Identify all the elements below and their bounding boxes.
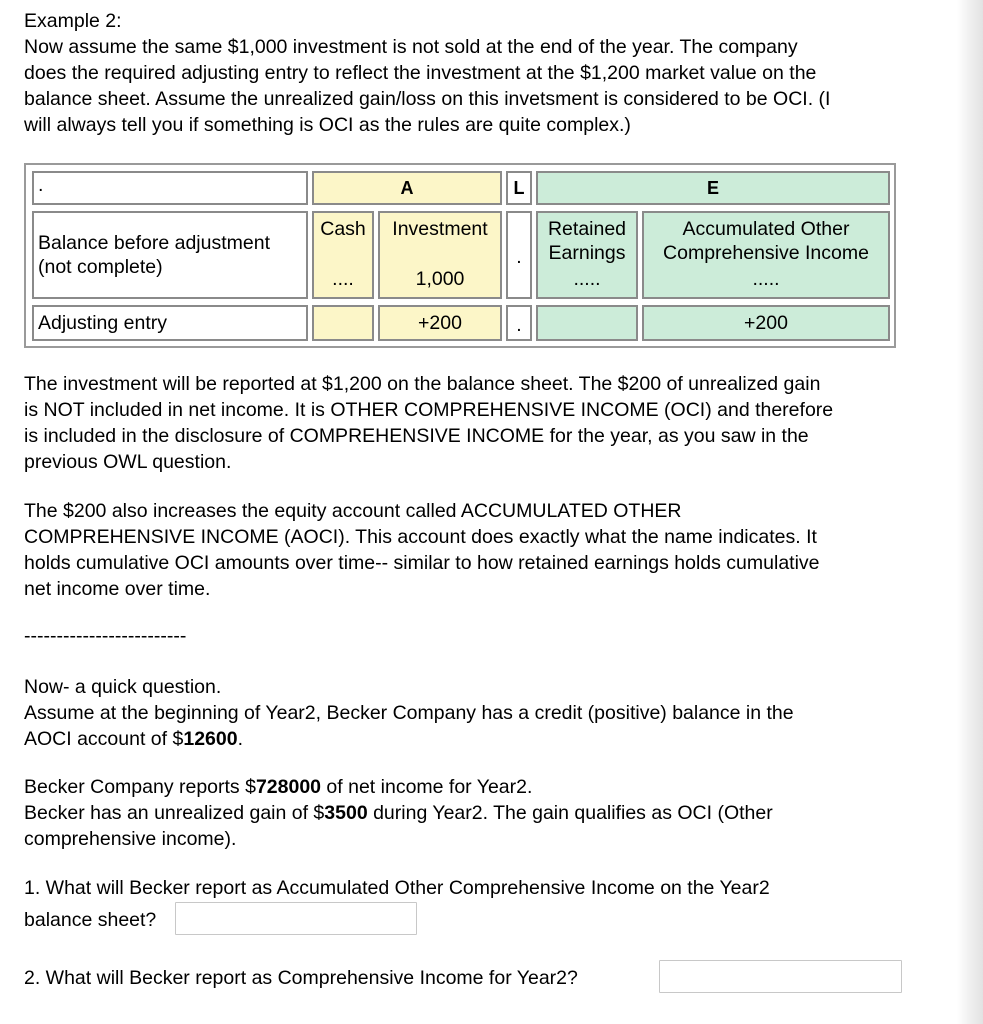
unrealized-gain-value: 3500 [324, 802, 368, 824]
row-label-adjusting: Adjusting entry [32, 305, 308, 341]
aoci-balance-line [24, 726, 959, 752]
aoci-adjusting-value: +200 [642, 305, 890, 341]
paragraph-line: The $200 also increases the equity account called ACCUMULATED OTHER [24, 500, 682, 522]
paragraph-line: The investment will be reported at $1,200 on the balance sheet. The $200 of unrealized gain [24, 373, 821, 395]
unrealized-gain-label: Becker has an unrealized gain of $ [24, 802, 325, 824]
row-label-line: Balance before adjustment [38, 232, 270, 254]
retained-balance-value: ..... [573, 268, 601, 290]
cash-balance-value: .... [332, 268, 354, 290]
question-intro [24, 674, 959, 752]
liabilities-column: . [506, 211, 532, 299]
row-label-balance [32, 211, 308, 299]
header-equity: E [536, 171, 890, 205]
paragraph-line: previous OWL question. [24, 451, 232, 473]
investment-column [378, 211, 502, 299]
question-facts [24, 774, 959, 852]
header-assets: A [312, 171, 502, 205]
liabilities-adjusting-cell: . [506, 305, 532, 341]
question-assume-text: Assume at the beginning of Year2, Becker Company has a credit (positive) balance in the [24, 702, 794, 724]
accounting-equation-table [24, 163, 896, 348]
example-line: balance sheet. Assume the unrealized gain/loss on this invetsment is considered to be OCI. (I [24, 88, 831, 110]
investment-balance-value: 1,000 [415, 268, 465, 290]
net-income-value: 728000 [255, 776, 322, 798]
comprehensive-income-answer-input[interactable] [659, 960, 902, 993]
col-header-cash: Cash [320, 218, 366, 240]
explanation-paragraph-2 [24, 498, 959, 602]
unrealized-gain-suffix: during Year2. The gain qualifies as OCI (Other [367, 802, 773, 824]
unrealized-gain-line [24, 800, 959, 826]
aoci-beginning-balance: 12600 [183, 728, 238, 750]
paragraph-line: COMPREHENSIVE INCOME (AOCI). This account does exactly what the name indicates. It [24, 526, 817, 548]
cash-adjusting-cell [312, 305, 374, 341]
col-header-earnings: Earnings [548, 242, 626, 264]
paragraph-line: holds cumulative OCI amounts over time-- similar to how retained earnings holds cumulative [24, 552, 820, 574]
window-edge-shadow [957, 0, 983, 1024]
example-line: Now assume the same $1,000 investment is not sold at the end of the year. The company [24, 36, 798, 58]
cash-column [312, 211, 374, 299]
separator-line [24, 623, 959, 649]
col-header-aoci: Comprehensive Income [663, 242, 869, 264]
paragraph-line: is included in the disclosure of COMPREHENSIVE INCOME for the year, as you saw in the [24, 425, 809, 447]
separator-text: ------------------------- [24, 625, 187, 647]
question-1 [24, 875, 959, 933]
explanation-paragraph-1 [24, 371, 959, 475]
aoci-balance-value: ..... [752, 268, 780, 290]
question-1-text-2: balance sheet? [24, 909, 157, 931]
col-header-aoci: Accumulated Other [682, 218, 850, 240]
investment-adjusting-value: +200 [378, 305, 502, 341]
row-label-line: (not complete) [38, 256, 163, 278]
question-intro-text: Now- a quick question. [24, 676, 222, 698]
header-liabilities: L [506, 171, 532, 205]
unrealized-gain-line-2: comprehensive income). [24, 828, 237, 850]
corner-cell: . [32, 171, 308, 205]
net-income-suffix: of net income for Year2. [321, 776, 533, 798]
example-intro [24, 8, 959, 138]
example-title: Example 2: [24, 10, 122, 32]
paragraph-line: net income over time. [24, 578, 211, 600]
aoci-column [642, 211, 890, 299]
example-line: does the required adjusting entry to reflect the investment at the $1,200 market value on the [24, 62, 817, 84]
col-header-investment: Investment [392, 218, 488, 240]
retained-adjusting-cell [536, 305, 638, 341]
question-1-text: 1. What will Becker report as Accumulated Other Comprehensive Income on the Year2 [24, 877, 770, 899]
net-income-line [24, 774, 959, 800]
paragraph-line: is NOT included in net income. It is OTHER COMPREHENSIVE INCOME (OCI) and therefore [24, 399, 834, 421]
aoci-answer-input[interactable] [175, 902, 417, 935]
col-header-retained: Retained [547, 218, 627, 240]
aoci-balance-end: . [237, 728, 243, 750]
question-2-text: 2. What will Becker report as Comprehensive Income for Year2? [24, 967, 578, 989]
net-income-label: Becker Company reports $ [24, 776, 256, 798]
retained-earnings-column [536, 211, 638, 299]
example-line: will always tell you if something is OCI as the rules are quite complex.) [24, 114, 631, 136]
aoci-balance-label: AOCI account of $ [24, 728, 184, 750]
